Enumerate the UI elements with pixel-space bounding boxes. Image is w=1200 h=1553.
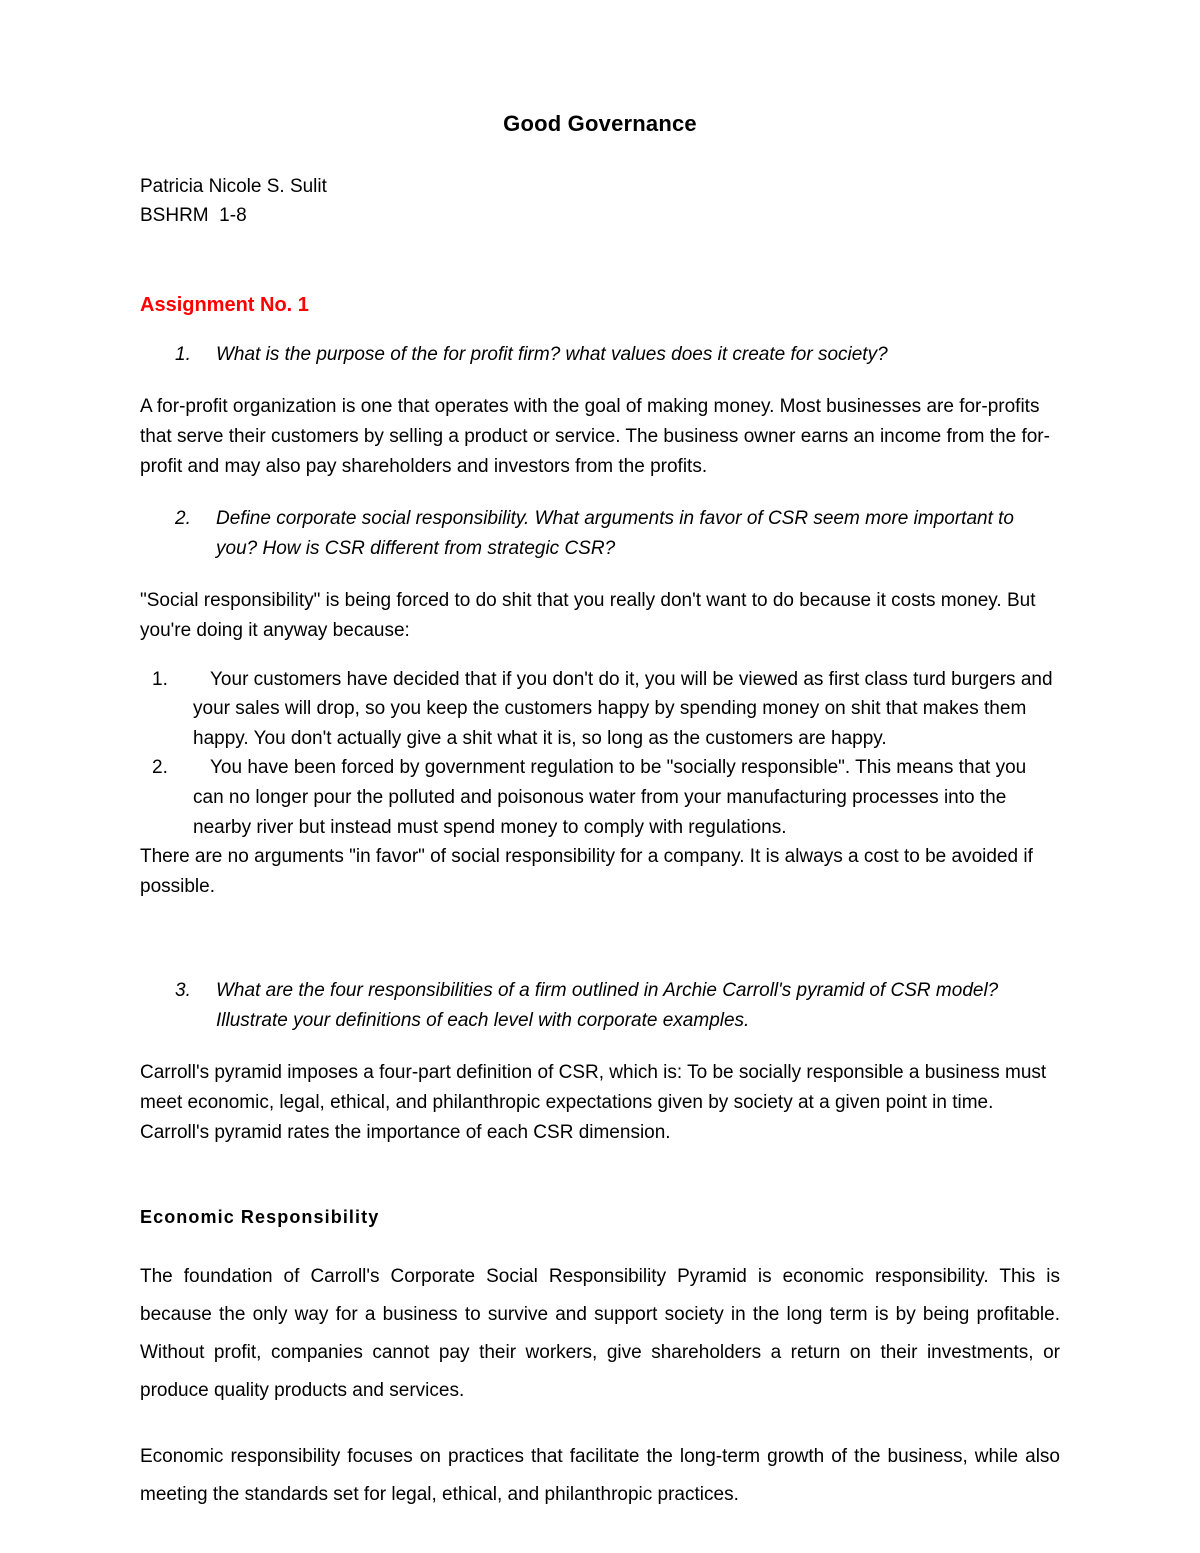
document-content	[140, 0, 1060, 1514]
reason-list	[140, 647, 1060, 843]
section-paragraph: Economic responsibility focuses on practices that facilitate the long-term growth of the business, while also meeting the standards set for legal, ethical, and philanthropic practices.	[140, 1445, 1060, 1505]
byline	[140, 172, 1060, 231]
question-text: What is the purpose of the for profit firm? what values does it create for society?	[216, 344, 888, 366]
section-paragraph: The foundation of Carroll's Corporate Social Responsibility Pyramid is economic responsibility. This is because the only way for a business to survive and support society in the long term is by being profitable. Without profit, companies cannot pay their workers, give shareholders a return on their investments, or produce quality products and services.	[140, 1265, 1060, 1401]
question-list-2	[140, 482, 1060, 564]
question-text: Define corporate social responsibility. What arguments in favor of CSR seem more important to you? How is CSR different from strategic CSR?	[216, 508, 1014, 560]
author-class: BSHRM 1-8	[140, 204, 247, 226]
answer-2-intro: "Social responsibility" is being forced to do shit that you really don't want to do because it costs money. But you're doing it anyway because:	[140, 590, 1036, 642]
assignment-heading: Assignment No. 1	[140, 294, 309, 317]
list-item-number: 1.	[152, 668, 168, 690]
list-item-text: You have been forced by government regulation to be "socially responsible". This means that you can no longer pour the polluted and poisonous water from your manufacturing processes into the nearby river but instead must spend money to comply with regulations.	[193, 757, 1027, 838]
section-heading-economic-responsibility: Economic Responsibility	[140, 1207, 380, 1228]
answer-paragraph-3: Carroll's pyramid imposes a four-part definition of CSR, which is: To be socially responsible a business must meet economic, legal, ethical, and philanthropic expectations given by society at a given point in time. Carroll's pyramid rates the importance of each CSR dimension.	[140, 1062, 1047, 1144]
question-list-1	[140, 318, 1060, 370]
question-item	[140, 976, 1060, 1036]
question-item	[140, 340, 1060, 370]
list-item	[140, 665, 1060, 754]
page-title: Good Governance	[503, 111, 697, 136]
question-text: What are the four responsibilities of a firm outlined in Archie Carroll's pyramid of CSR model? Illustrate your definitions of each level with corporate examples.	[216, 980, 999, 1032]
question-number: 2.	[175, 508, 191, 530]
section-spacer	[140, 902, 1060, 954]
question-list-3	[140, 954, 1060, 1036]
answer-2-closing: There are no arguments "in favor" of social responsibility for a company. It is always a cost to be avoided if possible.	[140, 846, 1033, 898]
author-name: Patricia Nicole S. Sulit	[140, 175, 327, 197]
question-number: 3.	[175, 980, 191, 1002]
answer-paragraph-1: A for-profit organization is one that operates with the goal of making money. Most businesses are for-profits that serve their customers by selling a product or service. The business owner earns an income from the for-profit and may also pay shareholders and investors from the profits.	[140, 396, 1050, 478]
list-item-text: Your customers have decided that if you don't do it, you will be viewed as first class turd burgers and your sales will drop, so you keep the customers happy by spending money on shit that makes them happy. You don't actually give a shit what it is, so long as the customers are happy.	[193, 668, 1053, 749]
question-number: 1.	[175, 344, 191, 366]
list-item-number: 2.	[152, 757, 168, 779]
question-item	[140, 504, 1060, 564]
list-item	[140, 753, 1060, 842]
